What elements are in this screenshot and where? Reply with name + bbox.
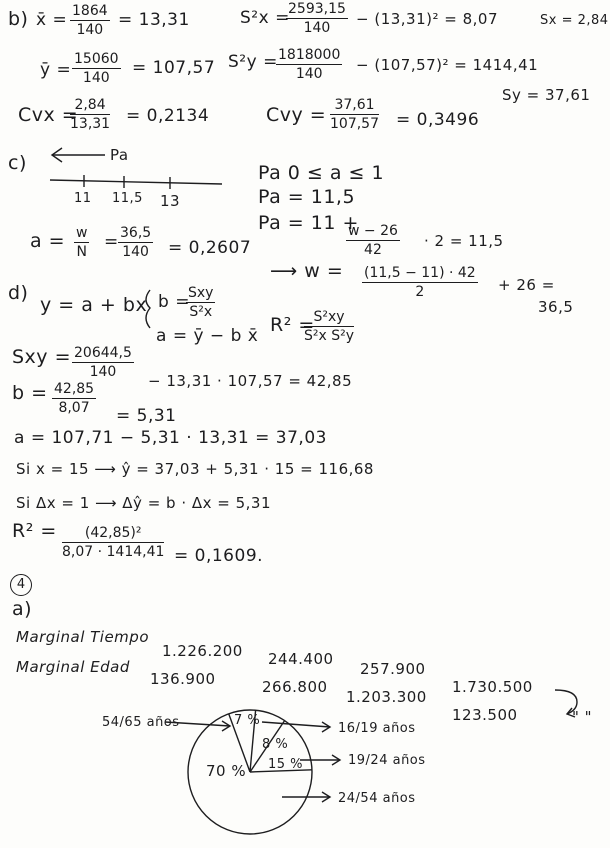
sxy-lhs: Sxy =	[12, 346, 72, 368]
w-lhs: ⟶ w =	[270, 260, 344, 282]
xbar-result: = 13,31	[118, 10, 190, 30]
callout-1-label: 16/19 años	[338, 721, 416, 736]
sxy-result: − 13,31 · 107,57 = 42,85	[148, 372, 353, 390]
cvx-lhs: Cvx =	[18, 104, 79, 126]
cvy-result: = 0,3496	[396, 110, 480, 130]
pa-range: Pa 0 ≤ a ≤ 1	[258, 162, 385, 184]
s2x-fraction: $\frac{2593,15}{140}$	[288, 1, 346, 36]
tick-label-11-5: 11,5	[112, 191, 143, 206]
row2-value-1: 136.900	[150, 670, 216, 688]
s2y-fraction: $\frac{1818000}{140}$	[278, 47, 341, 82]
tick-label-11: 11	[74, 191, 92, 206]
s2y-result: − (107,57)² = 1414,41	[356, 56, 539, 74]
pa-formula-rhs: · 2 = 11,5	[424, 232, 504, 250]
xbar-fraction: $\frac{1864}{140}$	[72, 3, 108, 38]
row1-value-2: 244.400	[268, 650, 334, 668]
cvx-result: = 0,2134	[126, 106, 210, 126]
cvx-fraction: $\frac{2,84}{13,31}$	[70, 97, 111, 132]
a-value: a = 107,71 − 5,31 · 13,31 = 37,03	[14, 428, 327, 448]
w-result: + 26 =	[498, 276, 555, 294]
a-result: = 0,2607	[168, 238, 252, 258]
pie-slice-label-15: 15 %	[268, 757, 304, 772]
row1-value-4: 1.730.500	[452, 678, 533, 696]
pa-value: Pa = 11,5	[258, 186, 356, 208]
prediction-dx1: Si Δx = 1 ⟶ Δŷ = b · Δx = 5,31	[16, 494, 271, 512]
pa-arrow-label: Pa	[110, 146, 129, 164]
r2-value-result: = 0,1609.	[174, 546, 264, 566]
w-fraction: $\frac{(11,5 - 11) \cdot 42}{2}$	[364, 265, 476, 300]
pie-slice-label-7: 7 %	[234, 713, 261, 728]
bval-fraction: $\frac{42,85}{8,07}$	[54, 381, 95, 416]
r2-formula-lhs: R² =	[270, 314, 315, 336]
cvy-fraction: $\frac{37,61}{107,57}$	[330, 97, 379, 132]
cvy-lhs: Cvy =	[266, 104, 327, 126]
number-line	[50, 180, 222, 184]
w-result-value: 36,5	[538, 298, 574, 316]
tick-label-13: 13	[160, 192, 181, 210]
row1-label: Marginal Tiempo	[16, 628, 149, 646]
bval-result: = 5,31	[116, 406, 177, 426]
section-d-label: d)	[8, 282, 29, 304]
row2-value-3: 1.203.300	[346, 688, 427, 706]
pie-slice-label-8: 8 %	[262, 737, 289, 752]
section-b-label: b)	[8, 8, 29, 30]
callout-3-label: 24/54 años	[338, 791, 416, 806]
question-number-circle: 4	[10, 574, 32, 596]
sy-value: Sy = 37,61	[502, 86, 591, 104]
callout-left-label: 54/65 años	[102, 715, 180, 730]
bval-lhs: b =	[12, 382, 48, 404]
b-formula-lhs: b =	[158, 292, 190, 312]
row1-value-3: 257.900	[360, 660, 426, 678]
sx-value: Sx = 2,84	[540, 13, 609, 28]
b-formula-fraction: Sxy S²x	[188, 285, 214, 320]
a-formula: a = ȳ − b x̄	[156, 326, 259, 346]
r2-value-fraction: $\frac{\text{(42,85)²}}{8,07 \cdot 1414,41}$	[62, 525, 165, 560]
pie-slice-label-70: 70 %	[206, 762, 247, 780]
ditto-marks: " "	[572, 708, 593, 726]
row2-value-4: 123.500	[452, 706, 518, 724]
row2-label: Marginal Edad	[16, 658, 130, 676]
sxy-fraction: $\frac{20644,5}{140}$	[74, 345, 132, 380]
s2x-result: − (13,31)² = 8,07	[356, 10, 498, 28]
s2y-lhs: S²y =	[228, 52, 278, 72]
xbar-lhs: x̄ =	[36, 10, 68, 30]
a-equals: =	[104, 232, 119, 252]
r2-formula-fraction: $\frac{\text{S²xy}}{\text{S²x S²y}}$	[304, 309, 355, 344]
a-fraction-1: $\frac{w}{N}$	[76, 225, 88, 260]
ybar-fraction: $\frac{15060}{140}$	[74, 51, 119, 86]
question-4a-label: a)	[12, 598, 33, 620]
ybar-lhs: ȳ =	[40, 60, 72, 80]
a-fraction-2: $\frac{36,5}{140}$	[120, 225, 152, 260]
model-equation: y = a + bx	[40, 294, 148, 316]
a-lhs: a =	[30, 230, 66, 252]
r2-value-lhs: R² =	[12, 520, 57, 542]
pa-formula-fraction: $\frac{w - 26}{42}$	[348, 223, 398, 258]
section-c-label: c)	[8, 152, 27, 174]
row1-value-1: 1.226.200	[162, 642, 243, 660]
ybar-result: = 107,57	[132, 58, 216, 78]
prediction-x15: Si x = 15 ⟶ ŷ = 37,03 + 5,31 · 15 = 116,68	[16, 460, 374, 478]
callout-arrow-1	[262, 722, 330, 727]
s2x-lhs: S²x =	[240, 8, 290, 28]
pa-formula-lhs: Pa = 11 +	[258, 212, 359, 234]
callout-2-label: 19/24 años	[348, 753, 426, 768]
row2-value-2: 266.800	[262, 678, 328, 696]
